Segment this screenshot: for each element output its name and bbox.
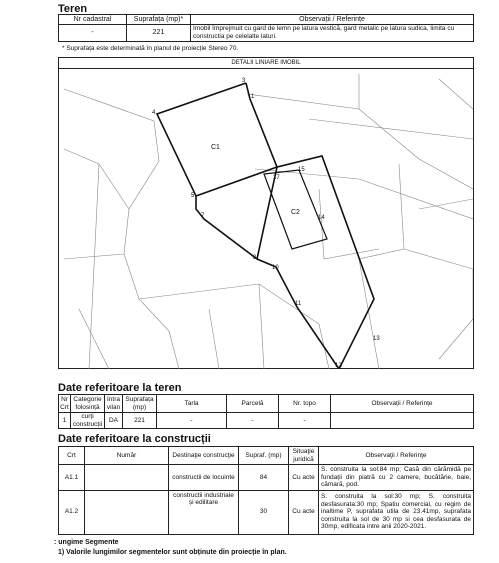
teren-table-header xyxy=(59,15,474,25)
section-title-teren: Teren xyxy=(58,3,88,15)
cell-situatie: Cu acte xyxy=(289,465,319,491)
cell-nr-topo: - xyxy=(279,413,331,429)
header-suprafata: Suprafața (mp)* xyxy=(127,15,191,25)
date-teren-table xyxy=(58,394,474,429)
cell-observatii: S. construita la sol:84 mp; Casă din cărămidă pe fundații din piatră cu 2 camere, bucătărie, baie, cămară, pod. xyxy=(319,465,474,491)
cell-intravilan: DA xyxy=(105,413,123,429)
header-nr-crt: Nr Crt xyxy=(60,396,69,411)
date-constructii-row xyxy=(59,490,474,534)
header-intravilan: Intra vilan xyxy=(105,395,123,413)
point-label: 5 xyxy=(191,193,195,199)
footer-segment-title: : ungime Segmente xyxy=(54,539,119,546)
point-label: 14 xyxy=(318,215,325,221)
cell-destinatie: constructii industriale și edilitare xyxy=(169,490,239,534)
cell-observatii xyxy=(331,413,474,429)
building-label-c1: C1 xyxy=(211,144,220,151)
cell-situatie: Cu acte xyxy=(289,490,319,534)
header-categorie: Categorie folosință xyxy=(71,395,105,413)
teren-table-row xyxy=(59,25,474,42)
header-tarla: Tarla xyxy=(157,395,227,413)
cell-observatii: S. construita la sol:30 mp; S. construita desfasurata:30 mp; Spatiu comercial, cu regim de inaltime P, suprafata utila de 23.41mp, suprafata construita la sol de 30 mp si cea desfasurata de 30mp, edificata intre anii 2020-2021. xyxy=(319,490,474,534)
point-label: 4 xyxy=(152,110,156,116)
header-observatii: Observații / Referințe xyxy=(191,15,474,25)
date-teren-header xyxy=(59,395,474,413)
cell-suprafata: 221 xyxy=(127,25,191,42)
footer-segment-note: 1) Valorile lungimilor segmentelor sunt obținute din proiecție în plan. xyxy=(58,549,287,556)
parcel-boundary xyxy=(157,83,374,369)
point-label: 8 xyxy=(253,255,257,261)
header-observatii: Observații / Referințe xyxy=(331,395,474,413)
point-label: 17 xyxy=(273,175,280,181)
section-title-date-constructii: Date referitoare la construcții xyxy=(58,433,211,445)
point-label: 7 xyxy=(201,213,205,219)
cell-suprafata: 221 xyxy=(123,413,157,429)
plan-title: DETALII LINIARE IMOBIL xyxy=(59,58,473,69)
date-constructii-row xyxy=(59,465,474,491)
header-nr-topo: Nr. topo xyxy=(279,395,331,413)
cell-destinatie: constructii de locuinte xyxy=(169,465,239,491)
cell-nr-crt: 1 xyxy=(59,413,71,429)
cell-observatii: Imobil împrejmuit cu gard de lemn pe latura vestică, gard metalic pe latura sudica, limita cu constructia pe celelalte laturi. xyxy=(191,25,474,42)
header-destinatie: Destinaţie construcţie xyxy=(169,447,239,465)
point-label: 3 xyxy=(242,78,246,84)
cell-categorie: curți construcții xyxy=(71,413,105,429)
point-label: 10 xyxy=(272,265,279,271)
date-teren-row xyxy=(59,413,474,429)
cell-supraf: 84 xyxy=(239,465,289,491)
cell-crt: A1.1 xyxy=(59,465,85,491)
header-numar: Număr xyxy=(85,447,169,465)
building-label-c2: C2 xyxy=(291,209,300,216)
point-label: 13 xyxy=(373,336,380,342)
section-title-date-teren: Date referitoare la teren xyxy=(58,382,182,394)
point-label: 1 xyxy=(251,94,255,100)
plan-drawing xyxy=(59,69,473,369)
header-crt: Crt xyxy=(59,447,85,465)
teren-note: * Suprafața este determinată în planul de proiecție Stereo 70. xyxy=(62,45,239,52)
header-observatii: Observaţii / Referinţe xyxy=(319,447,474,465)
cell-parcela: - xyxy=(227,413,279,429)
header-situatie: Situaţie juridică xyxy=(289,447,319,465)
point-label: 12 xyxy=(335,363,342,369)
cell-supraf: 30 xyxy=(239,490,289,534)
point-label: 15 xyxy=(298,167,305,173)
cell-crt: A1.2 xyxy=(59,490,85,534)
header-supraf: Supraf. (mp) xyxy=(239,447,289,465)
plan-frame xyxy=(58,57,474,369)
cell-nr-cadastral: - xyxy=(59,25,127,42)
header-nr-cadastral: Nr cadastral xyxy=(59,15,127,25)
neighbor-boundaries xyxy=(64,74,473,369)
cell-numar xyxy=(85,465,169,491)
building-labels xyxy=(211,144,300,216)
cell-numar xyxy=(85,490,169,534)
teren-table xyxy=(58,14,474,42)
date-constructii-table xyxy=(58,446,474,535)
header-parcela: Parcelă xyxy=(227,395,279,413)
date-constructii-header xyxy=(59,447,474,465)
cell-tarla: - xyxy=(157,413,227,429)
header-suprafata: Suprafața (mp) xyxy=(123,395,157,413)
point-label: 11 xyxy=(295,301,302,307)
